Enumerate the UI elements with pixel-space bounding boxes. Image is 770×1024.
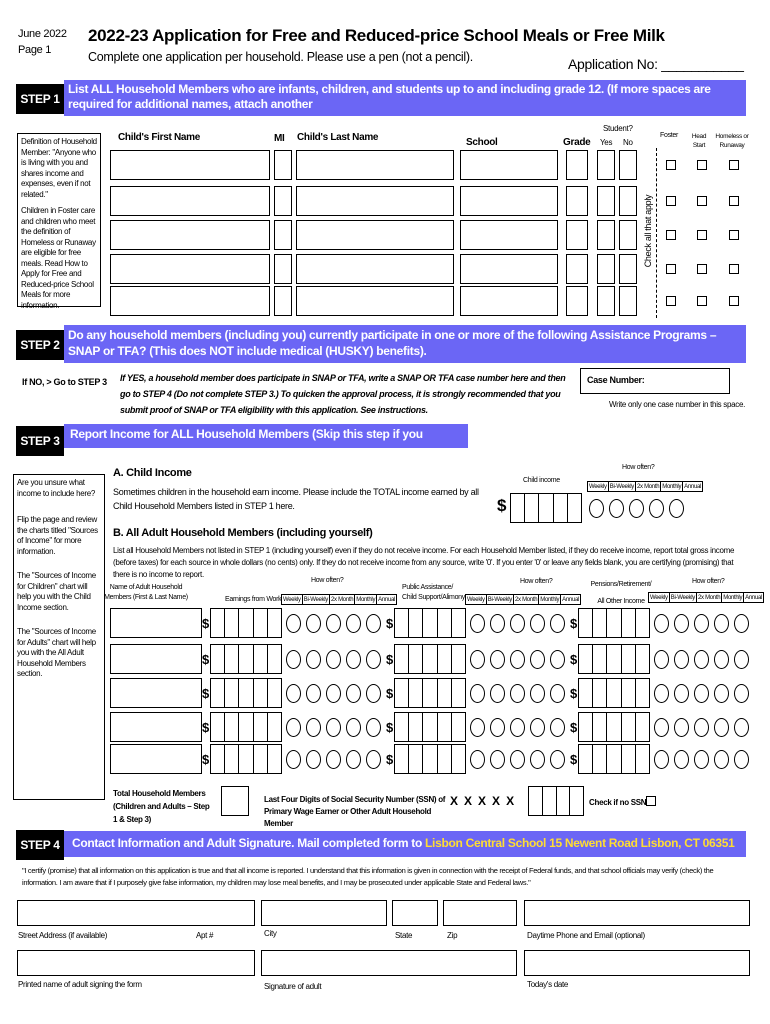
child-school-field[interactable] <box>460 220 558 250</box>
student-yes-box[interactable] <box>597 220 615 250</box>
col-homeless: Homeless or Runaway <box>715 133 749 149</box>
pensions-how-often: How often? <box>692 578 725 585</box>
ssn-mask-character: X <box>506 794 515 808</box>
step4-heading <box>64 831 746 857</box>
frequency-radio[interactable] <box>490 718 505 737</box>
head-start-checkbox[interactable] <box>697 196 707 206</box>
frequency-radio[interactable] <box>286 718 301 737</box>
ssn-mask-character: X <box>450 794 459 808</box>
printed-name-field[interactable] <box>17 950 255 976</box>
if-yes-text: If YES, a household member does participate in SNAP or TFA, write a SNAP OR TFA case number here and then go to STEP 4 (Do not complete STEP 3.) To quicken the approval process, it is strongly recommended that you submit proof of SNAP or TFA eligibility with this application. See instructions. <box>120 373 566 415</box>
city-field[interactable] <box>261 900 387 926</box>
adult-name-field[interactable] <box>110 678 202 708</box>
frequency-option-label: Bi-Weekly <box>487 597 512 603</box>
step3-heading: Report Income for ALL Household Members (Skip this step if you answered "Yes" to Step 2) <box>64 424 468 448</box>
student-no-box[interactable] <box>619 150 637 180</box>
child-dollar-sign: $ <box>497 496 507 515</box>
child-school-field[interactable] <box>460 254 558 284</box>
total-members-label: Total Household Members (Children and Adults – Step 1 & Step 3) <box>113 789 210 824</box>
adult-income-title: B. All Adult Household Members (including yourself) <box>113 527 373 539</box>
frequency-option-label: Weekly <box>650 595 668 601</box>
col-head-start: Head Start <box>691 133 707 149</box>
child-mi-field[interactable] <box>274 286 292 316</box>
no-ssn-checkbox[interactable] <box>646 796 656 806</box>
col-mi: MI <box>274 133 285 144</box>
frequency-option-label: Bi-Weekly <box>303 597 328 603</box>
frequency-radio[interactable] <box>510 750 525 769</box>
frequency-radio[interactable] <box>530 650 545 669</box>
earnings-amount-field[interactable] <box>210 644 282 674</box>
case-number-label: Case Number: <box>587 375 645 385</box>
child-income-field[interactable] <box>510 493 582 523</box>
pensions-amount-field[interactable] <box>578 744 650 774</box>
step1-heading: List ALL Household Members who are infants, children, and students up to and including grade 12. (If more spaces are required for additional names, attach another <box>64 80 746 116</box>
pensions-dollar-sign: $ <box>570 616 578 631</box>
child-first-name-field[interactable] <box>110 150 270 180</box>
frequency-radio[interactable] <box>366 718 381 737</box>
frequency-radio[interactable] <box>510 718 525 737</box>
frequency-radio[interactable] <box>694 650 709 669</box>
frequency-radio[interactable] <box>326 750 341 769</box>
frequency-radio[interactable] <box>286 650 301 669</box>
frequency-radio[interactable] <box>589 499 604 518</box>
head-start-checkbox[interactable] <box>697 160 707 170</box>
frequency-option-label: Weekly <box>467 597 485 603</box>
income-help-note <box>13 474 105 800</box>
frequency-radio[interactable] <box>714 684 729 703</box>
frequency-radio[interactable] <box>674 718 689 737</box>
case-number-hint: Write only one case number in this space. <box>609 400 746 409</box>
frequency-radio[interactable] <box>694 750 709 769</box>
earnings-how-often: How often? <box>311 577 344 584</box>
frequency-option-label: Monthly <box>356 597 376 603</box>
frequency-radio[interactable] <box>734 684 749 703</box>
step1-label: STEP 1 <box>16 84 64 114</box>
frequency-radio[interactable] <box>694 614 709 633</box>
public-dollar-sign: $ <box>386 752 394 767</box>
pensions-frequency-header <box>648 592 764 603</box>
frequency-radio[interactable] <box>306 650 321 669</box>
earnings-frequency-header <box>281 594 397 605</box>
col-last-name: Child's Last Name <box>297 132 379 143</box>
child-first-name-field[interactable] <box>110 220 270 250</box>
frequency-radio[interactable] <box>669 499 684 518</box>
city-label: City <box>264 929 277 938</box>
student-yes-box[interactable] <box>597 286 615 316</box>
student-yes-box[interactable] <box>597 186 615 216</box>
pensions-dollar-sign: $ <box>570 686 578 701</box>
frequency-option-label: 2x Month <box>514 597 538 603</box>
frequency-radio[interactable] <box>346 684 361 703</box>
frequency-radio[interactable] <box>346 614 361 633</box>
frequency-radio[interactable] <box>286 614 301 633</box>
frequency-radio[interactable] <box>306 684 321 703</box>
frequency-radio[interactable] <box>306 614 321 633</box>
frequency-radio[interactable] <box>366 614 381 633</box>
col-adult-name: Name of Adult Household Members (First & Last Name) <box>104 584 188 601</box>
earnings-amount-field[interactable] <box>210 608 282 638</box>
frequency-radio[interactable] <box>306 718 321 737</box>
frequency-radio[interactable] <box>366 684 381 703</box>
frequency-radio[interactable] <box>530 614 545 633</box>
child-mi-field[interactable] <box>274 186 292 216</box>
foster-checkbox[interactable] <box>666 264 676 274</box>
foster-checkbox[interactable] <box>666 296 676 306</box>
frequency-radio[interactable] <box>674 684 689 703</box>
date-field[interactable] <box>524 950 750 976</box>
frequency-radio[interactable] <box>346 750 361 769</box>
frequency-radio[interactable] <box>326 718 341 737</box>
zip-label: Zip <box>447 931 458 940</box>
child-income-title: A. Child Income <box>113 467 192 479</box>
pensions-dollar-sign: $ <box>570 752 578 767</box>
homeless-checkbox[interactable] <box>729 296 739 306</box>
child-frequency-header <box>587 481 703 492</box>
public-dollar-sign: $ <box>386 686 394 701</box>
public-amount-field[interactable] <box>394 744 466 774</box>
child-last-name-field[interactable] <box>296 150 454 180</box>
frequency-radio[interactable] <box>346 650 361 669</box>
homeless-checkbox[interactable] <box>729 196 739 206</box>
frequency-radio[interactable] <box>510 650 525 669</box>
application-number: Application No: ___________ <box>568 56 744 72</box>
if-no-text: If NO, > Go to STEP 3 <box>22 377 107 387</box>
case-number-field[interactable] <box>580 368 730 394</box>
pensions-dollar-sign: $ <box>570 652 578 667</box>
frequency-radio[interactable] <box>714 750 729 769</box>
frequency-radio[interactable] <box>490 614 505 633</box>
frequency-radio[interactable] <box>734 650 749 669</box>
frequency-radio[interactable] <box>654 718 669 737</box>
head-start-checkbox[interactable] <box>697 296 707 306</box>
pensions-dollar-sign: $ <box>570 720 578 735</box>
frequency-option-label: 2x Month <box>697 595 721 601</box>
frequency-option-label: Annual <box>745 595 763 601</box>
frequency-radio[interactable] <box>470 750 485 769</box>
frequency-radio[interactable] <box>714 718 729 737</box>
frequency-option-label: Weekly <box>589 484 607 490</box>
public-amount-field[interactable] <box>394 608 466 638</box>
col-first-name: Child's First Name <box>118 132 200 143</box>
frequency-radio[interactable] <box>530 718 545 737</box>
ssn-label: Last Four Digits of Social Security Number (SSN) of Primary Wage Earner or Other Adult Household Member <box>264 795 446 828</box>
frequency-radio[interactable] <box>629 499 644 518</box>
student-no-box[interactable] <box>619 220 637 250</box>
apt-label: Apt # <box>196 931 214 940</box>
public-amount-field[interactable] <box>394 644 466 674</box>
foster-checkbox[interactable] <box>666 196 676 206</box>
public-dollar-sign: $ <box>386 616 394 631</box>
signature-label: Signature of adult <box>264 982 322 991</box>
frequency-radio[interactable] <box>326 684 341 703</box>
checkbox-divider <box>656 148 658 318</box>
street-address-field[interactable] <box>17 900 255 926</box>
frequency-radio[interactable] <box>734 750 749 769</box>
frequency-radio[interactable] <box>674 650 689 669</box>
step2-label: STEP 2 <box>16 330 64 360</box>
child-grade-field[interactable] <box>566 220 588 250</box>
frequency-option-label: Monthly <box>662 484 682 490</box>
street-address-label: Street Address (if available) <box>18 931 108 940</box>
student-no-box[interactable] <box>619 254 637 284</box>
pensions-amount-field[interactable] <box>578 608 650 638</box>
col-student: Student? <box>603 124 633 133</box>
earnings-dollar-sign: $ <box>202 752 210 767</box>
frequency-option-label: Monthly <box>540 597 560 603</box>
child-mi-field[interactable] <box>274 254 292 284</box>
frequency-radio[interactable] <box>326 614 341 633</box>
frequency-radio[interactable] <box>734 718 749 737</box>
frequency-radio[interactable] <box>470 614 485 633</box>
signature-field[interactable] <box>261 950 517 976</box>
col-student-no: No <box>623 138 633 147</box>
adult-name-field[interactable] <box>110 744 202 774</box>
child-grade-field[interactable] <box>566 150 588 180</box>
frequency-radio[interactable] <box>490 650 505 669</box>
frequency-option-label: 2x Month <box>636 484 660 490</box>
frequency-radio[interactable] <box>346 718 361 737</box>
pensions-amount-field[interactable] <box>578 644 650 674</box>
frequency-radio[interactable] <box>530 684 545 703</box>
earnings-dollar-sign: $ <box>202 686 210 701</box>
no-ssn-label: Check if no SSN <box>589 798 647 807</box>
frequency-radio[interactable] <box>530 750 545 769</box>
household-definition-text: Definition of Household Member: "Anyone who is living with you and shares income and expenses, even if not related." <box>21 137 97 199</box>
income-children-text: The "Sources of Income for Children" chart will help you with the Child Income section. <box>17 571 96 612</box>
child-how-often: How often? <box>622 464 655 471</box>
step4-heading-text: Contact Information and Adult Signature. Mail completed form to <box>72 836 426 850</box>
public-amount-field[interactable] <box>394 712 466 742</box>
page-title: 2022-23 Application for Free and Reduced-price School Meals or Free Milk <box>88 26 665 45</box>
date-label: Today's date <box>527 980 569 989</box>
pensions-amount-field[interactable] <box>578 712 650 742</box>
income-adults-text: The "Sources of Income for Adults" chart will help you with the All Adult Household Members section. <box>17 627 96 678</box>
frequency-option-label: Annual <box>378 597 396 603</box>
frequency-radio[interactable] <box>306 750 321 769</box>
col-earnings: Earnings from Work <box>225 596 282 603</box>
form-date: June 2022 <box>18 28 67 40</box>
col-grade: Grade <box>563 137 591 148</box>
phone-email-field[interactable] <box>524 900 750 926</box>
frequency-option-label: Annual <box>562 597 580 603</box>
adult-name-field[interactable] <box>110 712 202 742</box>
earnings-amount-field[interactable] <box>210 712 282 742</box>
frequency-radio[interactable] <box>654 684 669 703</box>
child-first-name-field[interactable] <box>110 186 270 216</box>
frequency-radio[interactable] <box>654 614 669 633</box>
earnings-dollar-sign: $ <box>202 652 210 667</box>
check-all-label-wrap <box>640 150 656 320</box>
frequency-radio[interactable] <box>694 718 709 737</box>
frequency-option-label: 2x Month <box>330 597 354 603</box>
public-dollar-sign: $ <box>386 720 394 735</box>
certification-text: "I certify (promise) that all information on this application is true and that all income is reported. I understand that this information is given in connection with the receipt of Federal funds, and that school officials may verify (check) the information. I am aware that if I purposely give false information, my children may lose meal benefits, and I may be prosecuted under applicable State and Federal laws." <box>22 866 714 887</box>
head-start-checkbox[interactable] <box>697 230 707 240</box>
child-grade-field[interactable] <box>566 286 588 316</box>
frequency-radio[interactable] <box>609 499 624 518</box>
phone-email-label: Daytime Phone and Email (optional) <box>527 931 645 940</box>
student-no-box[interactable] <box>619 286 637 316</box>
child-mi-field[interactable] <box>274 150 292 180</box>
col-school: School <box>466 137 498 148</box>
frequency-radio[interactable] <box>674 614 689 633</box>
adult-name-field[interactable] <box>110 644 202 674</box>
frequency-radio[interactable] <box>366 750 381 769</box>
adult-income-desc: List all Household Members not listed in STEP 1 (including yourself) even if they do not receive income. For each Household Member listed, if they do receive income, report total gross income (before taxes) for each source in whole dollars (no cents) only. If they do not receive income from any source, write '0'. If you enter '0' or leave any fields blank, you are certifying (promising) that there is no income to report. <box>113 546 735 579</box>
child-last-name-field[interactable] <box>296 220 454 250</box>
ssn-last-four-field[interactable] <box>528 786 584 816</box>
ssn-mask-character: X <box>492 794 501 808</box>
frequency-radio[interactable] <box>470 684 485 703</box>
printed-name-label: Printed name of adult signing the form <box>18 980 142 989</box>
head-start-checkbox[interactable] <box>697 264 707 274</box>
child-first-name-field[interactable] <box>110 286 270 316</box>
page-number: Page 1 <box>18 44 52 56</box>
step3-label: STEP 3 <box>16 426 64 456</box>
frequency-radio[interactable] <box>674 750 689 769</box>
frequency-radio[interactable] <box>649 499 664 518</box>
earnings-amount-field[interactable] <box>210 744 282 774</box>
frequency-option-label: Weekly <box>283 597 301 603</box>
frequency-radio[interactable] <box>714 614 729 633</box>
check-all-label: Check all that apply <box>643 194 653 268</box>
frequency-option-label: Monthly <box>723 595 743 601</box>
frequency-option-label: Annual <box>684 484 702 490</box>
child-first-name-field[interactable] <box>110 254 270 284</box>
frequency-radio[interactable] <box>366 650 381 669</box>
state-field[interactable] <box>392 900 438 926</box>
public-dollar-sign: $ <box>386 652 394 667</box>
child-income-label: Child income <box>523 477 560 484</box>
frequency-radio[interactable] <box>470 650 485 669</box>
frequency-radio[interactable] <box>550 684 565 703</box>
public-amount-field[interactable] <box>394 678 466 708</box>
col-pensions: Pensions/Retirement/ All Other Income <box>590 581 652 605</box>
frequency-radio[interactable] <box>326 650 341 669</box>
child-grade-field[interactable] <box>566 254 588 284</box>
foster-checkbox[interactable] <box>666 160 676 170</box>
homeless-checkbox[interactable] <box>729 264 739 274</box>
student-yes-box[interactable] <box>597 150 615 180</box>
ssn-mask <box>450 794 514 808</box>
homeless-checkbox[interactable] <box>729 230 739 240</box>
state-label: State <box>395 931 413 940</box>
earnings-dollar-sign: $ <box>202 616 210 631</box>
child-last-name-field[interactable] <box>296 186 454 216</box>
col-foster: Foster <box>660 132 679 139</box>
col-student-yes: Yes <box>600 138 613 147</box>
frequency-radio[interactable] <box>714 650 729 669</box>
child-last-name-field[interactable] <box>296 286 454 316</box>
frequency-radio[interactable] <box>510 614 525 633</box>
earnings-amount-field[interactable] <box>210 678 282 708</box>
adult-name-field[interactable] <box>110 608 202 638</box>
child-mi-field[interactable] <box>274 220 292 250</box>
frequency-radio[interactable] <box>550 718 565 737</box>
income-flip-text: Flip the page and review the charts titled "Sources of Income" for more information. <box>17 515 98 556</box>
frequency-radio[interactable] <box>490 684 505 703</box>
child-last-name-field[interactable] <box>296 254 454 284</box>
frequency-radio[interactable] <box>694 684 709 703</box>
frequency-radio[interactable] <box>550 650 565 669</box>
frequency-radio[interactable] <box>654 650 669 669</box>
child-school-field[interactable] <box>460 150 558 180</box>
page-subtitle: Complete one application per household. Please use a pen (not a pencil). <box>88 50 473 64</box>
homeless-checkbox[interactable] <box>729 160 739 170</box>
total-members-field[interactable] <box>221 786 249 816</box>
public-how-often: How often? <box>520 578 553 585</box>
child-school-field[interactable] <box>460 186 558 216</box>
income-unsure-text: Are you unsure what income to include here? <box>17 478 96 498</box>
ssn-mask-character: X <box>478 794 487 808</box>
foster-homeless-text: Children in Foster care and children who meet the definition of Homeless or Runaway are eligible for free meals. Read How to Apply for Free and Reduced-price School Meals for more information. <box>21 206 96 310</box>
earnings-dollar-sign: $ <box>202 720 210 735</box>
col-public-assistance: Public Assistance/ Child Support/Alimony <box>402 584 465 601</box>
child-school-field[interactable] <box>460 286 558 316</box>
public-frequency-header <box>465 594 581 605</box>
frequency-radio[interactable] <box>550 614 565 633</box>
child-grade-field[interactable] <box>566 186 588 216</box>
frequency-radio[interactable] <box>734 614 749 633</box>
frequency-radio[interactable] <box>654 750 669 769</box>
child-income-desc: Sometimes children in the household earn income. Please include the TOTAL income earned by all Child Household Members listed in STEP 1 here. <box>113 487 479 511</box>
frequency-radio[interactable] <box>510 684 525 703</box>
step2-heading: Do any household members (including you) currently participate in one or more of the following Assistance Programs – SNAP or TFA? (This does NOT include medical (HUSKY) benefits). <box>64 325 746 363</box>
pensions-amount-field[interactable] <box>578 678 650 708</box>
zip-field[interactable] <box>443 900 517 926</box>
foster-checkbox[interactable] <box>666 230 676 240</box>
mailing-address: Lisbon Central School 15 Newent Road Lisbon, CT 06351 <box>425 836 735 850</box>
frequency-radio[interactable] <box>286 750 301 769</box>
frequency-option-label: Bi-Weekly <box>670 595 695 601</box>
step4-label: STEP 4 <box>16 830 64 860</box>
frequency-radio[interactable] <box>490 750 505 769</box>
household-definition-note <box>17 133 101 310</box>
frequency-option-label: Bi-Weekly <box>609 484 634 490</box>
frequency-radio[interactable] <box>470 718 485 737</box>
ssn-mask-character: X <box>464 794 473 808</box>
student-no-box[interactable] <box>619 186 637 216</box>
student-yes-box[interactable] <box>597 254 615 284</box>
frequency-radio[interactable] <box>286 684 301 703</box>
frequency-radio[interactable] <box>550 750 565 769</box>
